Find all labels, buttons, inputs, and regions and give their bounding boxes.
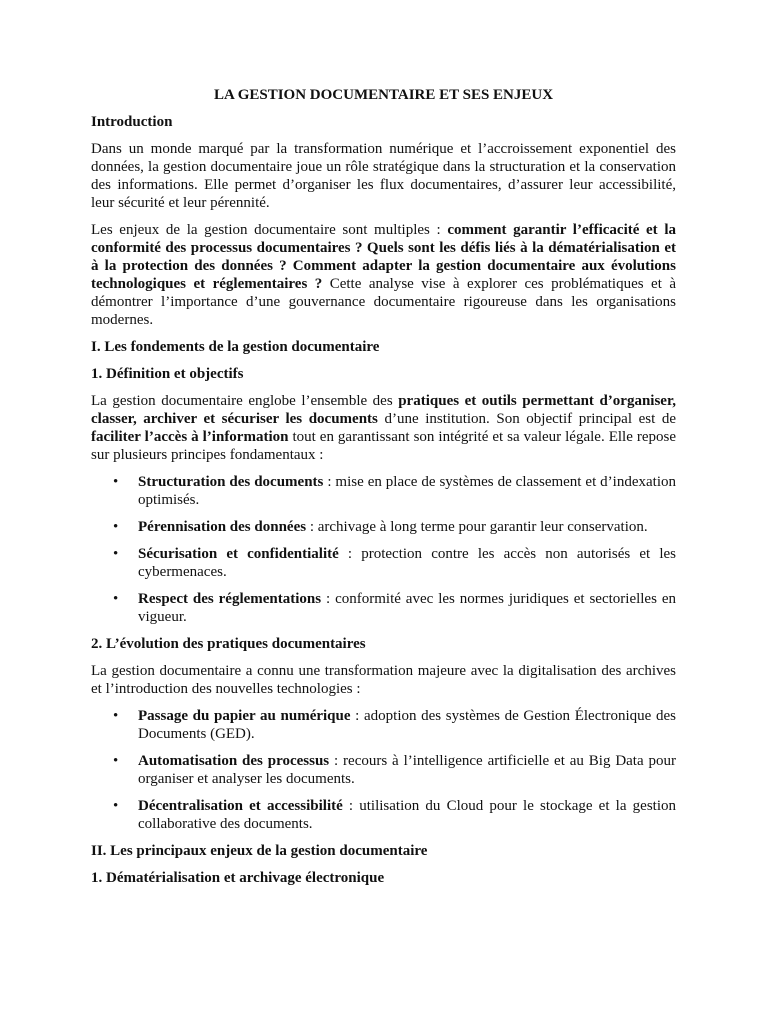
- sec1-bold-1: pratiques et outils permettant d’organiser, classer, archiver et sécuriser les documents: [91, 393, 676, 427]
- part-1-heading: I. Les fondements de la gestion documentaire: [91, 339, 380, 355]
- list-item-bold: Structuration des documents: [138, 474, 324, 490]
- bullet-icon: •: [113, 474, 119, 490]
- bullet-icon: •: [113, 519, 119, 535]
- list-item-text: : recours à l’intelligence artificielle et au Big Data pour organiser et analyser les documents.: [138, 753, 676, 787]
- intro-p2-text-2: Cette analyse vise à explorer ces problématiques et à démontrer l’importance d’une gouvernance documentaire rigoureuse dans les organisations modernes.: [91, 276, 676, 328]
- list-item: [91, 590, 676, 626]
- list-item: [91, 752, 676, 788]
- list-item: [91, 797, 676, 833]
- section-2-bullet-list: [91, 707, 676, 833]
- document-title: LA GESTION DOCUMENTAIRE ET SES ENJEUX: [213, 87, 554, 103]
- list-item-bold: Sécurisation et confidentialité: [138, 546, 339, 562]
- section-1-heading: 1. Définition et objectifs: [91, 366, 244, 382]
- intro-p2-bold-questions: comment garantir l’efficacité et la conformité des processus documentaires ? Quels sont les défis liés à la dématérialisation et à la protection des données ? Comment adapter la gestion documentaire aux évolutions technologiques et réglementaires ?: [91, 222, 676, 292]
- intro-paragraph-2: [91, 221, 676, 329]
- list-item-text: : archivage à long terme pour garantir leur conservation.: [306, 519, 648, 535]
- list-item-text: : conformité avec les normes juridiques et sectorielles en vigueur.: [138, 591, 676, 625]
- list-item-text: : adoption des systèmes de Gestion Électronique des Documents (GED).: [138, 708, 676, 742]
- list-item-text: : utilisation du Cloud pour le stockage et la gestion collaborative des documents.: [138, 798, 676, 832]
- sec1-bold-2: faciliter l’accès à l’information: [91, 429, 289, 445]
- list-item-text: : protection contre les accès non autorisés et les cybermenaces.: [138, 546, 676, 580]
- introduction-heading: Introduction: [91, 114, 173, 130]
- part-2-heading: II. Les principaux enjeux de la gestion documentaire: [91, 843, 428, 859]
- list-item-bold: Pérennisation des données: [138, 519, 307, 535]
- list-item-bold: Passage du papier au numérique: [138, 708, 351, 724]
- document-page: [91, 86, 676, 896]
- bullet-icon: •: [113, 753, 119, 769]
- sec1-text-1: La gestion documentaire englobe l’ensemble des: [91, 393, 399, 409]
- intro-paragraph-1: Dans un monde marqué par la transformation numérique et l’accroissement exponentiel des données, la gestion documentaire joue un rôle stratégique dans la structuration et la conservation des informations. Elle permet d’organiser les flux documentaires, d’assurer leur accessibilité, leur sécurité et leur pérennité.: [91, 141, 676, 211]
- intro-p2-text-1: Les enjeux de la gestion documentaire sont multiples :: [91, 222, 448, 238]
- section-2-heading: 2. L’évolution des pratiques documentaires: [91, 636, 366, 652]
- list-item-bold: Respect des réglementations: [138, 591, 322, 607]
- bullet-icon: •: [113, 546, 119, 562]
- list-item: [91, 518, 676, 536]
- bullet-icon: •: [113, 591, 119, 607]
- section-2-paragraph: La gestion documentaire a connu une transformation majeure avec la digitalisation des archives et l’introduction des nouvelles technologies :: [91, 663, 676, 697]
- list-item-text: : mise en place de systèmes de classement et d’indexation optimisés.: [138, 474, 676, 508]
- list-item: [91, 707, 676, 743]
- list-item: [91, 473, 676, 509]
- list-item: [91, 545, 676, 581]
- sec1-text-2: d’une institution. Son objectif principal est de: [377, 411, 676, 427]
- sec1-text-3: tout en garantissant son intégrité et sa valeur légale. Elle repose sur plusieurs principes fondamentaux :: [91, 429, 676, 463]
- section-1-bullet-list: [91, 473, 676, 626]
- bullet-icon: •: [113, 798, 119, 814]
- list-item-bold: Automatisation des processus: [138, 753, 330, 769]
- list-item-bold: Décentralisation et accessibilité: [138, 798, 343, 814]
- bullet-icon: •: [113, 708, 119, 724]
- section-1-paragraph: [91, 392, 676, 464]
- section-3-heading: 1. Dématérialisation et archivage électronique: [91, 870, 385, 886]
